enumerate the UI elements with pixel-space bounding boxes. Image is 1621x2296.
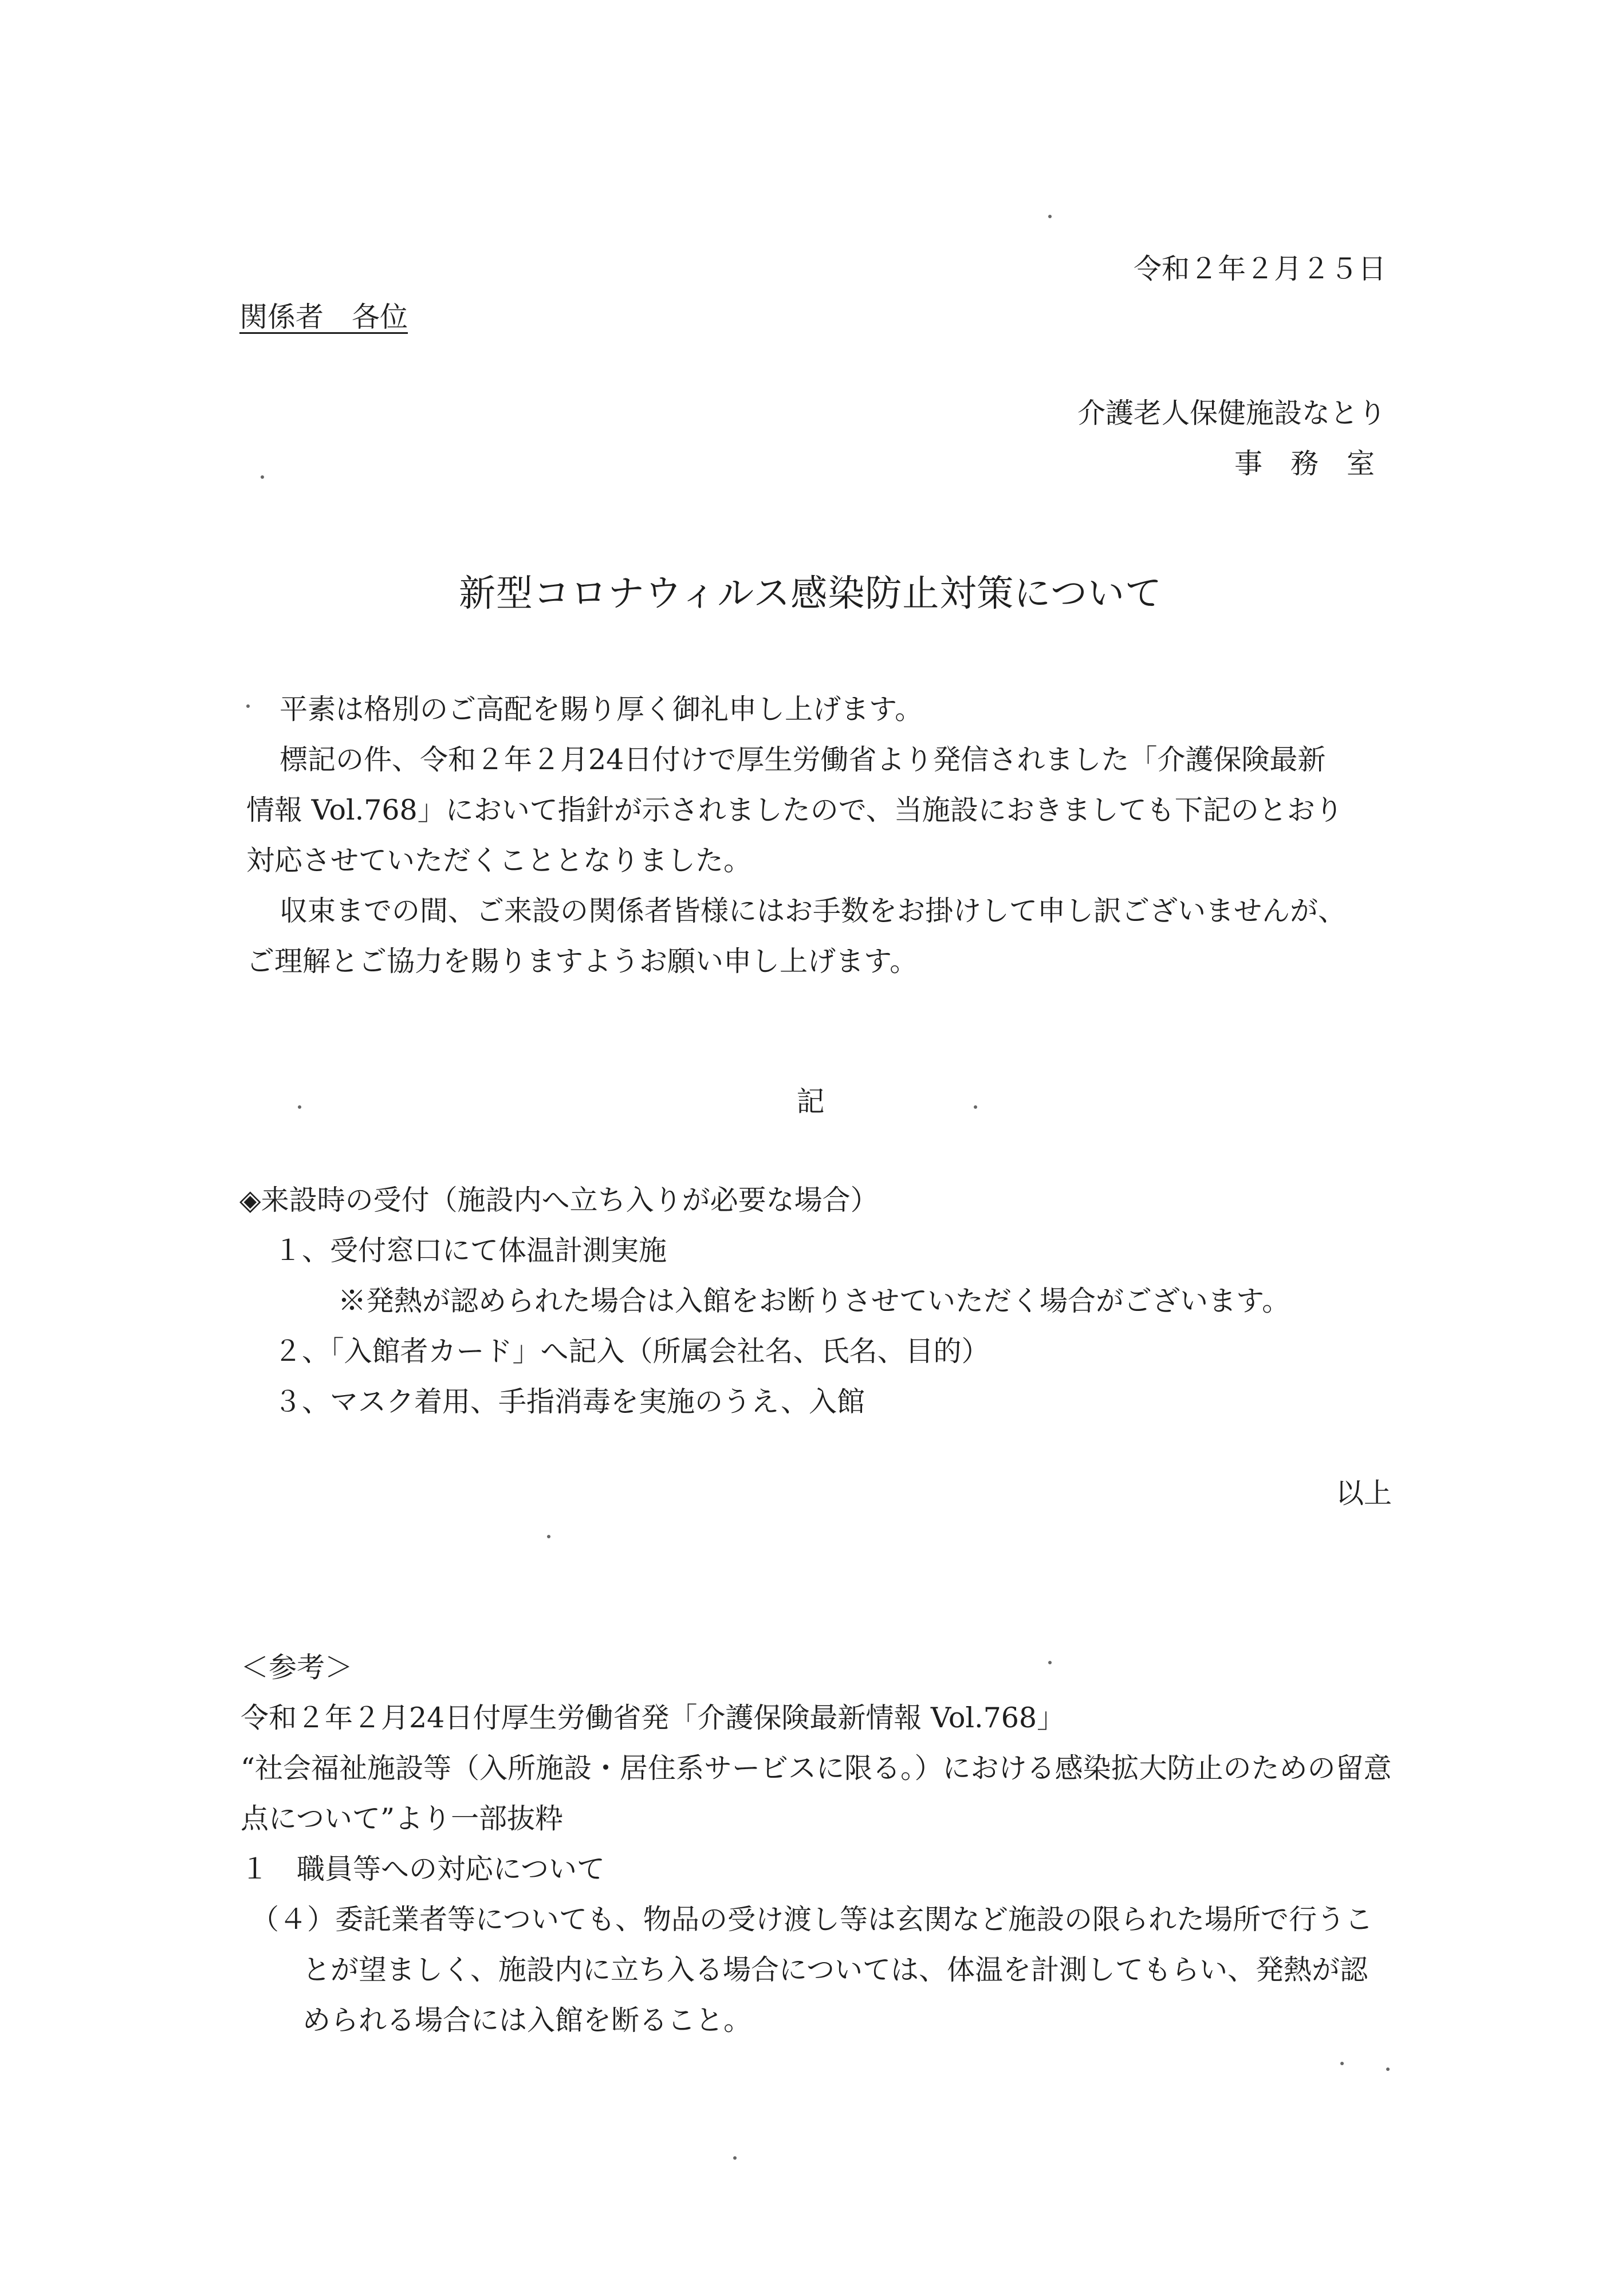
scan-speck: [733, 2156, 737, 2160]
scan-speck: [1340, 2062, 1344, 2065]
reception-item-2: ２、「入館者カード」へ記入（所属会社名、氏名、目的）: [274, 1335, 990, 1368]
reference-item-line: （４）委託業者等についても、物品の受け渡し等は玄関など施設の限られた場所で行うこ: [251, 1903, 1374, 1936]
scan-speck: [1386, 2067, 1390, 2071]
reception-item-1: １、受付窓口にて体温計測実施: [274, 1234, 667, 1267]
paragraph-line: 収束までの間、ご来設の関係者皆様にはお手数をお掛けして申し訳ございませんが、: [280, 895, 1347, 927]
closing-ijou: 以上: [1335, 1477, 1392, 1510]
ki-marker: 記: [796, 1085, 825, 1118]
greeting-paragraph: 平素は格別のご高配を賜り厚く御礼申し上げます。: [280, 693, 923, 726]
addressee: 関係者 各位: [239, 301, 408, 333]
sender-department: 事 務 室: [1234, 447, 1375, 480]
reference-item-line: められる場合には入館を断ること。: [302, 2004, 752, 2037]
reference-line: 点について”より一部抜粋: [241, 1802, 564, 1835]
document-title: 新型コロナウィルス感染防止対策について: [459, 573, 1162, 615]
scan-speck: [1048, 215, 1052, 218]
sender-organization: 介護老人保健施設なとり: [1077, 397, 1386, 430]
document-date: 令和２年２月２５日: [1133, 253, 1386, 285]
paragraph-line: 情報 Vol.768」において指針が示されましたので、当施設におきましても下記のとおり: [246, 794, 1343, 826]
reference-heading: ＜参考＞: [241, 1651, 353, 1684]
paragraph-line: ご理解とご協力を賜りますようお願い申し上げます。: [246, 945, 918, 978]
reference-section: １ 職員等への対応について: [241, 1853, 605, 1885]
reception-item-3: ３、マスク着用、手指消毒を実施のうえ、入館: [274, 1385, 865, 1418]
paragraph-line: 対応させていただくこととなりました。: [246, 844, 752, 877]
paragraph-line: 標記の件、令和２年２月24日付けで厚生労働省より発信されました「介護保険最新: [280, 743, 1326, 776]
reference-item-line: とが望ましく、施設内に立ち入る場合については、体温を計測してもらい、発熱が認: [302, 1954, 1368, 1986]
scan-speck: [547, 1535, 550, 1538]
reference-line: “社会福祉施設等（入所施設・居住系サービスに限る。）における感染拡大防止のための留意: [241, 1752, 1392, 1785]
reception-heading: ◈来設時の受付（施設内へ立ち入りが必要な場合）: [239, 1184, 879, 1216]
scan-speck: [1048, 1661, 1052, 1664]
reference-line: 令和２年２月24日付厚生労働省発「介護保険最新情報 Vol.768」: [241, 1702, 1065, 1734]
reception-item-1-note: ※発熱が認められた場合は入館をお断りさせていただく場合がございます。: [338, 1285, 1290, 1317]
scan-speck: [261, 475, 264, 479]
scan-speck: [246, 704, 250, 708]
